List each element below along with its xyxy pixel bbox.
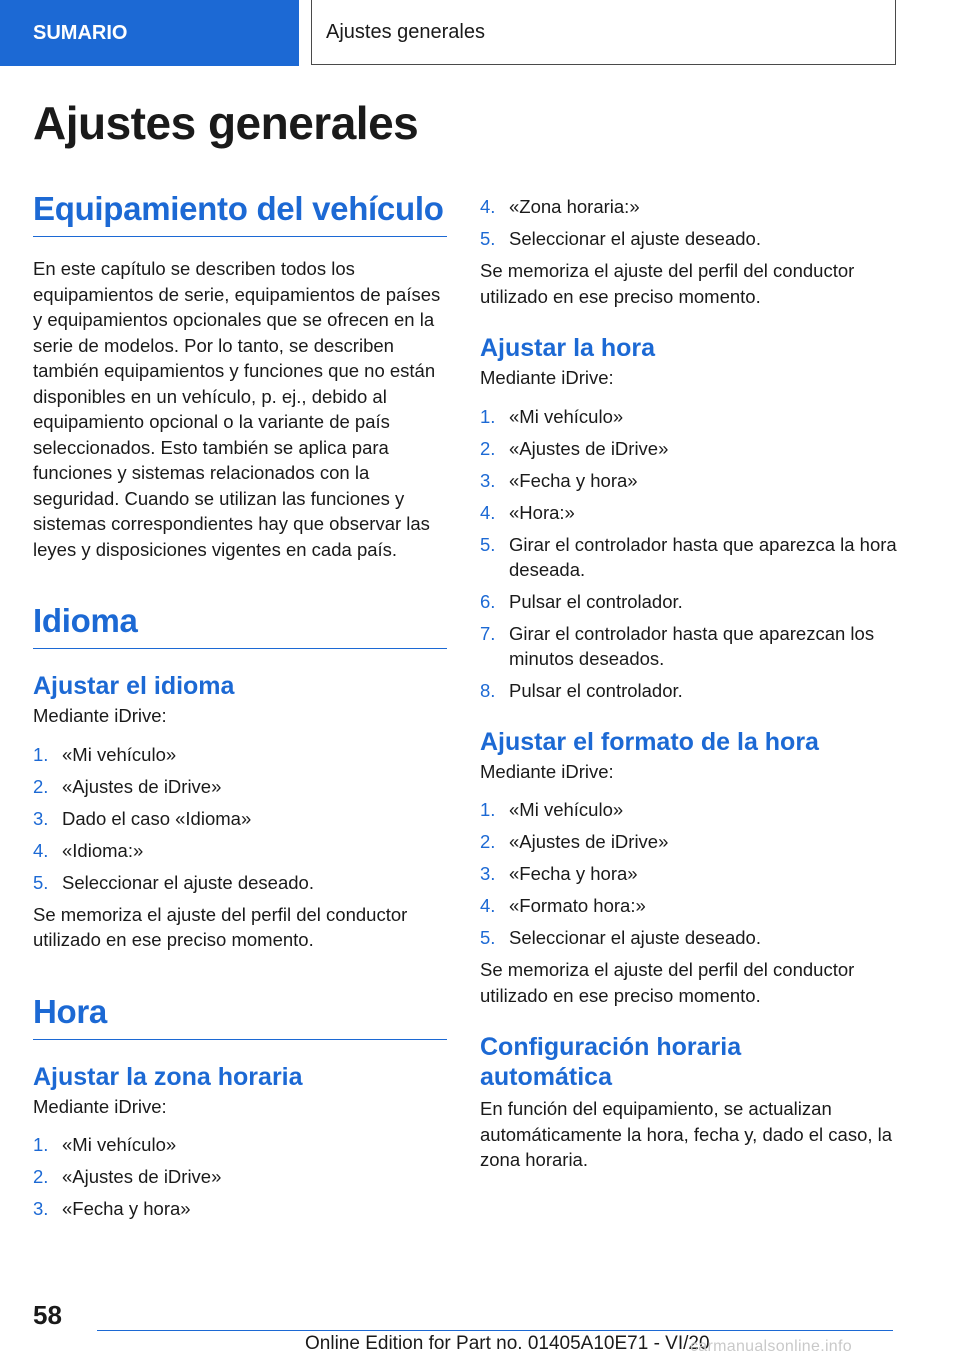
list-item [480,468,910,493]
ajustar-idioma-intro: Mediante iDrive: [33,705,167,726]
step-number: 4. [480,895,496,916]
formato-hora-note: Se memoriza el ajuste del perfil del conductor utilizado en ese preciso momento. [480,959,855,1006]
heading-configuracion-automatica: Configuración horaria automática [480,1033,742,1091]
zona-horaria-steps [33,1132,447,1221]
edition-text: Online Edition for Part no. 01405A10E71 - VI/20 [305,1333,710,1354]
step-text: «Ajustes de iDrive» [509,437,669,459]
step-number: 3. [33,807,49,829]
step-number: 5. [480,228,496,249]
step-text: «Fecha y hora» [62,1198,191,1219]
left-column [33,190,447,1228]
step-number: 2. [480,831,496,852]
step-number: 8. [480,679,496,701]
current-section-tab: Ajustes generales [311,0,896,65]
ajustar-hora-intro: Mediante iDrive: [480,367,614,388]
list-item [33,774,447,799]
step-number: 3. [480,863,496,884]
step-text: «Hora:» [509,501,575,523]
step-text: Seleccionar el ajuste deseado. [509,228,761,249]
step-text: «Mi vehículo» [509,799,624,820]
formato-hora-intro: Mediante iDrive: [480,760,614,782]
configuracion-automatica-paragraph: En función del equipamiento, se actualizan automáticamente la hora, fecha y, dado el caso, la zona horaria. [480,1098,893,1170]
list-item [480,589,910,614]
step-number: 2. [33,1166,49,1187]
zona-horaria-intro: Mediante iDrive: [33,1095,167,1117]
step-text: Seleccionar el ajuste deseado. [509,927,761,948]
list-item [33,1164,447,1189]
sumario-tab[interactable]: SUMARIO [0,0,299,66]
list-item [33,838,447,863]
ajustar-idioma-note: Se memoriza el ajuste del perfil del conductor utilizado en ese preciso momento. [33,903,408,950]
list-item [480,226,910,251]
list-item [33,806,447,831]
footer-divider [97,1330,893,1331]
step-text: «Fecha y hora» [509,469,638,491]
page-title: Ajustes generales [33,97,419,149]
heading-ajustar-idioma: Ajustar el idioma [33,672,235,700]
step-text: «Ajustes de iDrive» [509,831,669,852]
heading-ajustar-hora: Ajustar la hora [480,334,656,362]
list-item [480,436,910,461]
step-text: «Formato hora:» [509,895,646,916]
step-text: Girar el controlador hasta que aparezcan los minutos deseados. [509,622,875,669]
heading-zona-horaria: Ajustar la zona horaria [33,1062,303,1091]
ajustar-idioma-steps [33,742,447,895]
step-text: Girar el controlador hasta que aparezca la hora deseada. [509,533,897,580]
step-number: 4. [480,196,496,217]
step-number: 1. [480,405,496,427]
step-number: 3. [33,1198,49,1219]
step-text: «Ajustes de iDrive» [62,1166,222,1187]
step-text: «Fecha y hora» [509,863,638,884]
list-item [480,829,910,854]
list-item [480,532,910,582]
step-number: 1. [480,799,496,820]
step-number: 3. [480,469,496,491]
step-number: 5. [480,533,496,555]
list-item [33,1132,447,1157]
list-item [480,797,910,822]
right-column [480,194,910,1173]
heading-formato-hora: Ajustar el formato de la hora [480,727,819,756]
step-text: «Idioma:» [62,839,144,861]
step-number: 5. [33,871,49,893]
step-number: 4. [33,839,49,861]
list-item [480,925,910,950]
step-text: Seleccionar el ajuste deseado. [62,871,314,893]
page-number: 58 [33,1300,62,1330]
step-number: 5. [480,927,496,948]
top-navigation [0,0,960,66]
heading-equipamiento: Equipamiento del vehículo [33,190,447,237]
step-text: Pulsar el controlador. [509,590,683,612]
list-item [33,870,447,895]
list-item [480,861,910,886]
watermark: carmanualsonline.info [690,1338,852,1355]
list-item [480,678,910,703]
list-item [480,500,910,525]
list-item [480,404,910,429]
step-text: «Mi vehículo» [62,743,177,765]
zona-horaria-steps-cont [480,194,910,251]
step-number: 1. [33,743,49,765]
equipamiento-paragraph: En este capítulo se describen todos los equipamientos de serie, equipamientos de países y equipamientos opcionales que se ofrecen en la serie de modelos. Por lo tanto, se describen también equipamientos y funciones que no están disponibles en un vehículo, p. ej., debido al equipamiento opcional o la variante de país seleccionados. Esto también se aplica para funciones y sistemas relacionados con la seguridad. Cuando se utilizan las funciones y sistemas correspondientes hay que observar las leyes y disposiciones vigentes en cada país. [33,258,441,560]
zona-horaria-note: Se memoriza el ajuste del perfil del conductor utilizado en ese preciso momento. [480,260,855,307]
step-text: «Mi vehículo» [62,1134,177,1155]
step-text: «Zona horaria:» [509,196,640,217]
step-number: 7. [480,622,496,644]
heading-hora: Hora [33,993,447,1040]
step-text: «Mi vehículo» [509,405,624,427]
step-number: 1. [33,1134,49,1155]
list-item [480,621,910,671]
step-number: 4. [480,501,496,523]
step-text: «Ajustes de iDrive» [62,775,222,797]
step-number: 2. [33,775,49,797]
formato-hora-steps [480,797,910,950]
list-item [33,1196,447,1221]
ajustar-hora-steps [480,404,910,703]
list-item [33,742,447,767]
step-text: Pulsar el controlador. [509,679,683,701]
list-item [480,893,910,918]
heading-idioma: Idioma [33,602,447,649]
step-text: Dado el caso «Idioma» [62,807,252,829]
step-number: 2. [480,437,496,459]
list-item [480,194,910,219]
step-number: 6. [480,590,496,612]
